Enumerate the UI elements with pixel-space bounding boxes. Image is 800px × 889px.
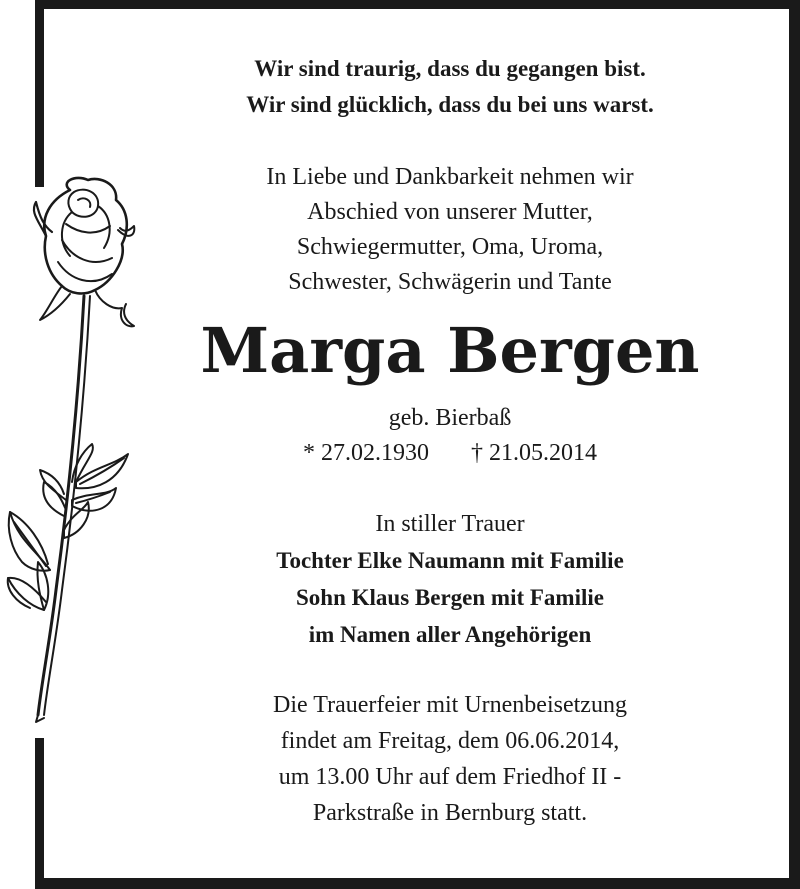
motto-line-2: Wir sind glücklich, dass du bei uns warst.: [246, 92, 654, 117]
birth-name: geb. Bierbaß: [388, 405, 512, 431]
mourner-line: Sohn Klaus Bergen mit Familie: [296, 585, 604, 610]
intro-line-4: Schwester, Schwägerin und Tante: [288, 269, 612, 295]
intro-line-1: In Liebe und Dankbarkeit nehmen wir: [266, 164, 634, 190]
life-dates: [100, 440, 800, 467]
funeral-line-2: findet am Freitag, dem 06.06.2014,: [280, 728, 620, 754]
mourner-line: Tochter Elke Naumann mit Familie: [276, 548, 624, 573]
intro-line-2: Abschied von unserer Mutter,: [307, 199, 593, 225]
birth-date: * 27.02.1930: [303, 440, 429, 466]
mourner-line: im Namen aller Angehörigen: [308, 622, 592, 647]
frame-left-border-top: [35, 0, 44, 187]
funeral-line-1: Die Trauerfeier mit Urnenbeisetzung: [273, 692, 627, 718]
frame-bottom-border: [35, 878, 800, 889]
deceased-name: Marga Bergen: [200, 314, 700, 387]
funeral-line-4: Parkstraße in Bernburg statt.: [312, 800, 588, 826]
frame-top-border: [35, 0, 800, 9]
funeral-line-3: um 13.00 Uhr auf dem Friedhof II -: [278, 764, 622, 790]
motto-line-1: Wir sind traurig, dass du gegangen bist.: [254, 56, 646, 81]
death-date: † 21.05.2014: [471, 440, 597, 466]
intro-line-3: Schwiegermutter, Oma, Uroma,: [296, 234, 604, 260]
mourning-heading: In stiller Trauer: [375, 511, 525, 537]
frame-left-border-bottom: [35, 738, 44, 889]
